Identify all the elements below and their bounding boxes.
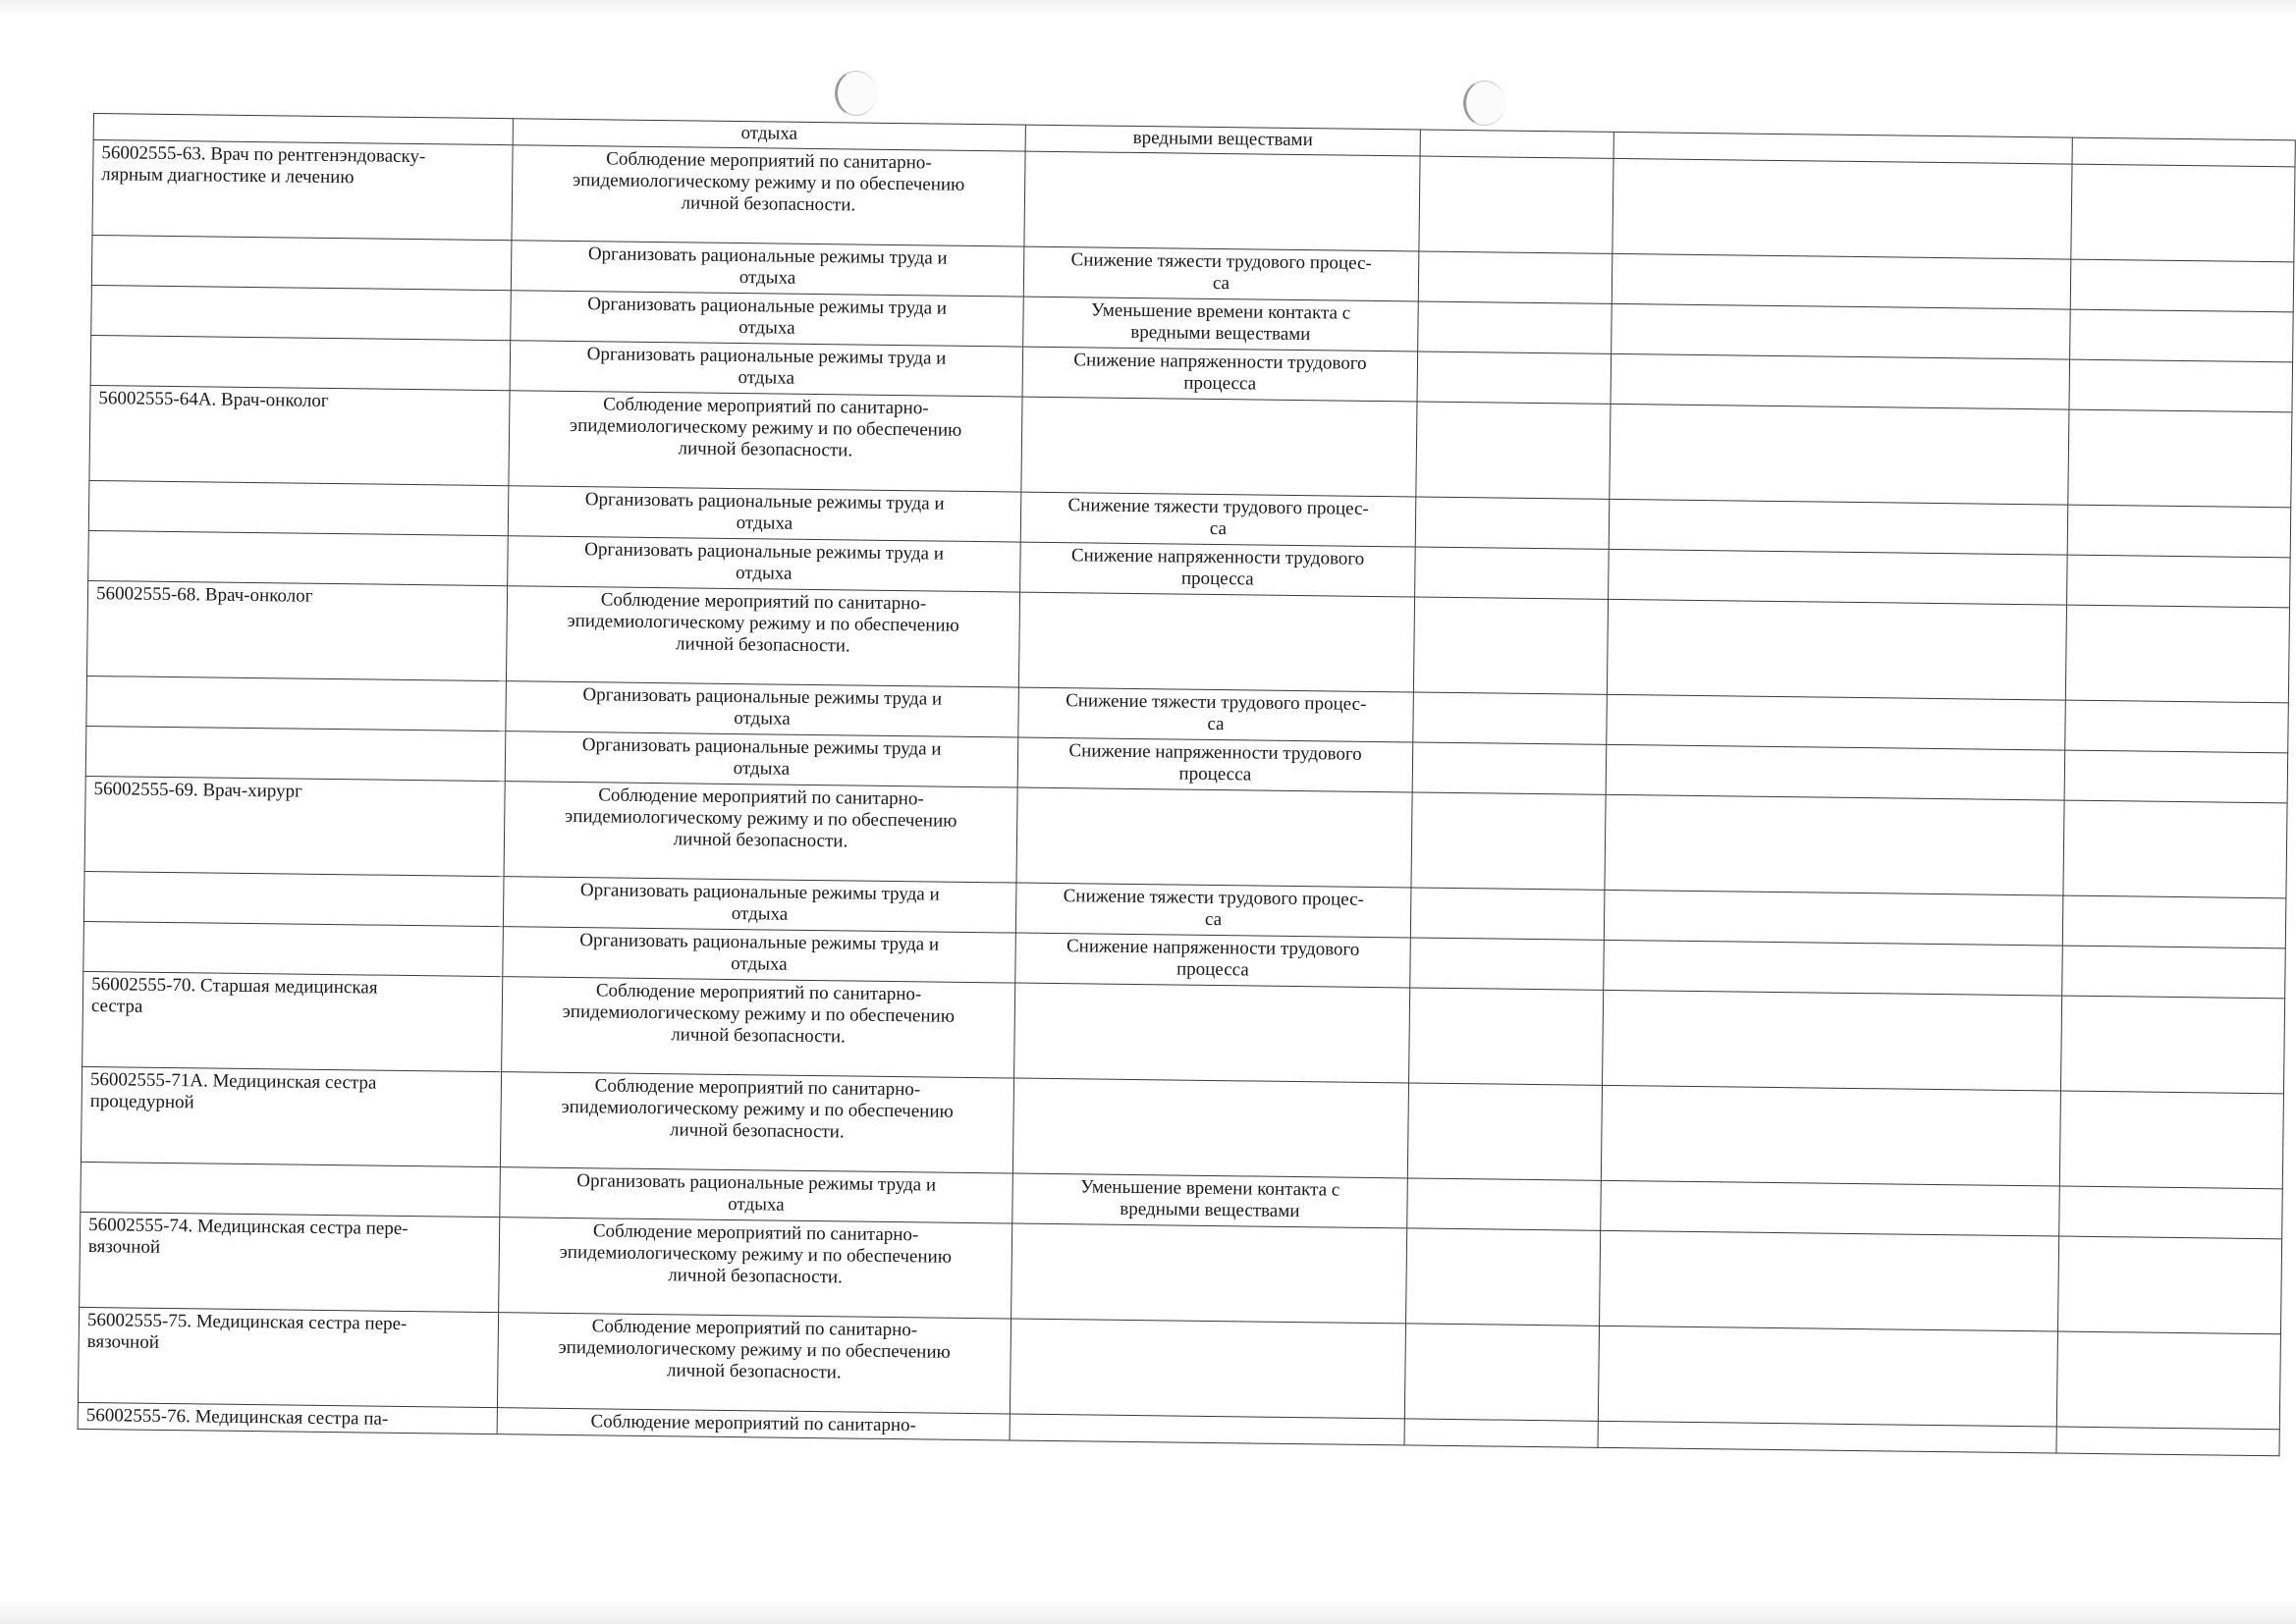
measure-cell-text: Организовать рациональные режимы труда и отдыха [586, 344, 947, 389]
empty-cell-d [1410, 888, 1605, 940]
measure-cell-text: Организовать рациональные режимы труда и отдыха [587, 294, 948, 339]
empty-cell-e [1612, 303, 2071, 359]
empty-cell-e [1604, 890, 2063, 946]
empty-cell-e [1611, 353, 2070, 409]
employee-cell [81, 1066, 501, 1166]
goal-cell [1024, 151, 1420, 251]
employee-cell-text: 56002555-70. Старшая медицинская сестра [90, 974, 378, 1017]
empty-cell-d [1411, 792, 1606, 890]
empty-cell-d [1413, 692, 1608, 744]
measure-cell [508, 486, 1021, 542]
empty-cell-e [1601, 1180, 2060, 1236]
goal-cell [1016, 787, 1412, 888]
measure-cell-text: Организовать рациональные режимы труда и отдыха [584, 489, 945, 534]
goal-cell [1018, 687, 1414, 742]
measure-cell [499, 1218, 1012, 1319]
measure-cell [506, 586, 1019, 687]
measure-cell [497, 1408, 1010, 1440]
measures-table-body [78, 114, 2295, 1456]
employee-cell-text: 56002555-68. Врач-онколог [95, 583, 313, 607]
empty-cell-f [2065, 700, 2289, 753]
goal-cell-text [1019, 1322, 1397, 1326]
empty-cell-f [2064, 750, 2288, 803]
empty-cell-e [1610, 404, 2069, 505]
empty-cell-e [1609, 499, 2068, 555]
employee-cell [81, 1162, 501, 1217]
goal-cell [1011, 1223, 1407, 1324]
employee-cell [78, 1307, 498, 1407]
goal-cell-text [1031, 400, 1409, 405]
goal-cell-text [1034, 154, 1412, 159]
empty-cell-e [1607, 694, 2066, 750]
empty-cell-f [2070, 259, 2294, 312]
empty-cell-f [2071, 164, 2295, 262]
employee-cell-text: 56002555-64А. Врач-онколог [98, 388, 329, 411]
empty-cell-f [2065, 605, 2289, 703]
employee-cell [82, 971, 503, 1071]
empty-cell-f [2057, 1236, 2281, 1334]
goal-cell [1010, 1414, 1404, 1445]
empty-cell-d [1418, 251, 1613, 303]
goal-cell-text: Снижение тяжести трудового процес- са [1067, 495, 1369, 540]
employee-cell [90, 335, 511, 390]
empty-cell-e [1613, 158, 2072, 259]
employee-cell [91, 235, 512, 290]
goal-cell-text [1023, 986, 1401, 991]
empty-cell-d [1416, 402, 1611, 499]
measure-cell-text: Организовать рациональные режимы труда и отдыха [584, 539, 945, 584]
goal-cell [1020, 492, 1416, 547]
measure-cell-text: Организовать рациональные режимы труда и отдыха [581, 734, 942, 780]
empty-cell-f [2068, 409, 2292, 508]
document-sheet [78, 113, 2195, 1455]
goal-cell-text: Снижение тяжести трудового процес- са [1070, 249, 1372, 295]
empty-cell-f [2070, 309, 2294, 362]
empty-cell-d [1415, 497, 1610, 549]
employee-cell [85, 726, 506, 781]
employee-cell-text: 56002555-69. Врач-хирург [93, 779, 302, 802]
measure-cell [511, 291, 1024, 347]
empty-cell-d [1404, 1324, 1599, 1421]
goal-cell [1021, 397, 1417, 497]
goal-cell-text [1026, 790, 1404, 795]
measure-cell [500, 1072, 1013, 1173]
goal-cell [1020, 542, 1416, 597]
empty-cell-d [1413, 597, 1608, 694]
empty-cell-f [2069, 359, 2293, 412]
empty-cell-d [1418, 301, 1613, 353]
measure-cell-text: Соблюдение мероприятий по санитарно- эпидемиологическому режиму и по обеспечению личной безопасности. [567, 589, 959, 657]
measure-cell [510, 341, 1023, 397]
goal-cell-text: Уменьшение времени контакта с вредными веществами [1090, 299, 1351, 346]
employee-cell [91, 285, 512, 340]
measure-cell-text: Соблюдение мероприятий по санитарно- эпидемиологическому режиму и по обеспечению личной безопасности. [572, 148, 965, 216]
goal-cell-text [1018, 1417, 1396, 1422]
measure-cell: отдыха [513, 119, 1025, 151]
measure-cell-text: Соблюдение мероприятий по санитарно- эпидемиологическому режиму и по обеспечению личной безопасности. [562, 980, 956, 1048]
empty-cell-d [1420, 130, 1613, 158]
empty-cell-d [1409, 988, 1604, 1085]
goal-cell-text: Уменьшение времени контакта с вредными веществами [1080, 1176, 1340, 1222]
measure-cell [503, 927, 1016, 983]
employee-cell [89, 385, 510, 485]
measure-cell [506, 681, 1019, 737]
employee-cell [86, 580, 507, 680]
empty-cell-d [1407, 1083, 1602, 1180]
goal-cell-text: Снижение тяжести трудового процес- са [1066, 690, 1367, 735]
empty-cell-d [1407, 1178, 1602, 1230]
measures-table [78, 113, 2296, 1456]
empty-cell-d [1406, 1228, 1601, 1326]
measure-cell [497, 1313, 1011, 1414]
goal-cell: вредными веществами [1025, 125, 1420, 156]
goal-cell [1012, 1078, 1408, 1178]
empty-cell-f [2059, 1091, 2283, 1189]
empty-cell-d [1417, 352, 1612, 404]
empty-cell-f [2067, 505, 2291, 558]
goal-cell-text [1020, 1226, 1398, 1231]
employee-cell [84, 776, 505, 876]
measure-cell [511, 241, 1024, 297]
goal-cell-text: Снижение напряженности трудового процесса [1073, 350, 1367, 395]
measure-cell [504, 782, 1017, 883]
goal-cell [1015, 933, 1411, 988]
empty-cell-e [1609, 549, 2068, 605]
measure-cell-text: Соблюдение мероприятий по санитарно- эпидемиологическому режиму и по обеспечению личной безопасности. [561, 1075, 954, 1143]
goal-cell [1014, 983, 1410, 1083]
employee-cell [80, 1212, 500, 1312]
empty-cell-f [2067, 555, 2291, 608]
measure-cell [502, 977, 1015, 1078]
employee-cell [92, 140, 513, 241]
empty-cell-f [2056, 1427, 2279, 1456]
goal-cell [1023, 297, 1419, 352]
employee-cell [88, 530, 509, 585]
punch-hole-left [835, 71, 877, 116]
empty-cell-f [2062, 946, 2286, 999]
empty-cell-e [1598, 1421, 2056, 1453]
employee-cell [83, 871, 504, 926]
goal-cell-text [1022, 1081, 1400, 1086]
goal-cell [1012, 1173, 1408, 1228]
empty-cell-f [2062, 895, 2286, 948]
goal-cell-text: Снижение напряженности трудового процесса [1070, 545, 1365, 590]
empty-cell-d [1419, 156, 1613, 253]
empty-cell-e [1600, 1230, 2059, 1331]
measure-cell [500, 1167, 1013, 1223]
goal-cell [1023, 246, 1419, 301]
employee-cell-text: 56002555-75. Медицинская сестра пере- вязочной [86, 1310, 408, 1353]
measure-cell-text: Соблюдение мероприятий по санитарно- эпидемиологическому режиму и по обеспечению личной безопасности. [564, 785, 957, 852]
empty-cell-e [1607, 599, 2066, 700]
empty-cell-f [2063, 800, 2287, 898]
measure-cell [508, 536, 1021, 592]
employee-cell-text: 56002555-76. Медицинская сестра па- [85, 1405, 389, 1430]
goal-cell-text: Снижение напряженности трудового процесса [1066, 936, 1360, 981]
measure-cell-text: Организовать рациональные режимы труда и отдыха [579, 880, 940, 925]
goal-cell [1010, 1319, 1405, 1419]
empty-cell-d [1410, 938, 1605, 990]
measure-cell [503, 877, 1016, 933]
employee-cell [83, 921, 504, 976]
measure-cell-text: Соблюдение мероприятий по санитарно- эпидемиологическому режиму и по обеспечению личной безопасности. [569, 394, 962, 461]
empty-cell-e [1604, 940, 2063, 996]
punch-hole-right [1463, 81, 1505, 126]
goal-cell-text [1028, 595, 1406, 600]
employee-cell [86, 676, 507, 731]
employee-cell [78, 1402, 497, 1434]
empty-cell-d [1415, 547, 1610, 599]
measure-cell [512, 145, 1025, 246]
measure-cell-text: Соблюдение мероприятий по санитарно- [590, 1411, 917, 1436]
empty-cell-e [1606, 744, 2065, 800]
measure-cell [509, 391, 1022, 492]
measure-cell-text: Организовать рациональные режимы труда и отдыха [587, 244, 948, 289]
empty-cell-e [1605, 794, 2064, 895]
goal-cell [1022, 347, 1418, 402]
empty-cell-e [1603, 990, 2062, 1091]
empty-cell-e [1612, 253, 2071, 309]
goal-cell [1015, 883, 1411, 938]
employee-cell-text: 56002555-74. Медицинская сестра пере- вязочной [87, 1215, 409, 1258]
empty-cell-e [1601, 1085, 2060, 1186]
measure-cell-text: Организовать рациональные режимы труда и отдыха [579, 930, 940, 975]
goal-cell-text: Снижение напряженности трудового процесса [1068, 740, 1362, 785]
empty-cell-d [1404, 1419, 1598, 1447]
measure-cell [505, 731, 1018, 787]
empty-cell-f [2056, 1331, 2280, 1430]
goal-cell-text: Снижение тяжести трудового процес- са [1063, 886, 1365, 931]
measure-cell-text: Организовать рациональные режимы труда и отдыха [582, 684, 943, 730]
goal-cell [1018, 592, 1414, 692]
empty-cell-e [1598, 1326, 2057, 1427]
employee-cell-text: 56002555-71А. Медицинская сестра процедурной [89, 1069, 377, 1113]
measure-cell-text: Организовать рациональные режимы труда и отдыха [576, 1170, 937, 1216]
employee-cell-text: 56002555-63. Врач по рентгенэндоваску- лярным диагностике и лечению [101, 142, 426, 189]
measure-cell-text: Соблюдение мероприятий по санитарно- эпидемиологическому режиму и по обеспечению личной безопасности. [558, 1316, 951, 1383]
goal-cell [1017, 737, 1413, 792]
empty-cell-d [1412, 742, 1607, 794]
empty-cell-f [2072, 137, 2295, 167]
empty-cell-f [2060, 996, 2284, 1094]
employee-cell [88, 480, 509, 535]
measure-cell-text: Соблюдение мероприятий по санитарно- эпидемиологическому режиму и по обеспечению личной безопасности. [559, 1220, 953, 1288]
empty-cell-f [2059, 1186, 2283, 1239]
